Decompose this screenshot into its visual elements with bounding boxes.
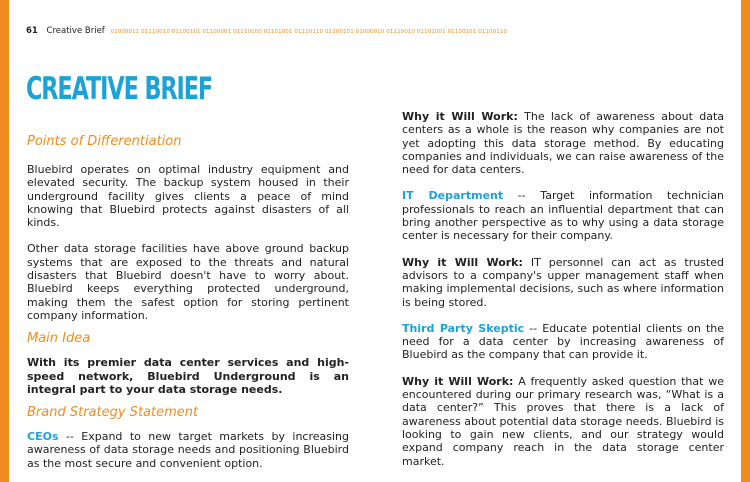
third-party-label: Third Party Skeptic (402, 321, 525, 335)
binary-string: 01000011 01110010 01100101 01100001 01110100 01101001 01110110 01100101 01000010 01110010 01101001 01100101 01100110 (110, 29, 508, 35)
ceos-text: -- Expand to new target markets by increasing awareness of data storage needs and positioning Bluebird as the most secure and convenient option. (27, 430, 349, 470)
page-number: 61 (26, 26, 38, 36)
section-label: Creative Brief (46, 26, 105, 36)
it-text: -- Target information technician professionals to reach an influential department that can bring another perspective as to why using a data storage center is necessary for their company. (402, 189, 725, 243)
right-column (402, 110, 724, 468)
why-text-1: The lack of awareness about data centers as a whole is the reason why companies are not yet adopting this data storage method. By educating companies and individuals, we can raise awareness of the need for data centers. (402, 110, 724, 177)
main-idea-heading: Main Idea (27, 331, 91, 347)
why-label-1: Why it Will Work: (402, 110, 518, 123)
points-paragraph-2: Other data storage facilities have above ground backup systems that are exposed to the threats and natural disasters that Bluebird doesn't have to worry about. Bluebird keeps everything protected underground, making them the safest option for storing pertinent company information. (27, 242, 349, 322)
third-party-paragraph (402, 322, 724, 362)
strategy-heading: Brand Strategy Statement (27, 405, 199, 421)
why-text-2: IT personnel can act as trusted advisors to a company's upper management staff when making implemental decisions, such as where information is being stored. (402, 255, 724, 309)
points-paragraph-1: Bluebird operates on optimal industry equipment and elevated security. The backup system housed in their underground facility gives clients a peace of mind knowing that Bluebird protects against disasters of all kinds. (27, 163, 349, 230)
why-label-2: Why it Will Work: (402, 255, 523, 269)
why-paragraph-2 (402, 256, 724, 309)
why-label-3: Why it Will Work: (402, 374, 514, 388)
page (9, 0, 741, 482)
it-label: IT Department (402, 189, 504, 203)
why-paragraph-3 (402, 375, 724, 468)
ceos-paragraph (27, 430, 349, 470)
running-header (26, 26, 507, 36)
main-idea-text: With its premier data center services and high-speed network, Bluebird Underground is an integral part to your data storage needs. (27, 356, 349, 396)
points-heading: Points of Differentiation (27, 134, 182, 149)
why-paragraph-1 (402, 110, 724, 176)
ceos-label: CEOs (27, 430, 59, 444)
third-party-text: -- Educate potential clients on the need for a data center by increasing awareness of Bluebird as the company that can provide it. (402, 321, 724, 362)
page-title: CREATIVE BRIEF (26, 71, 213, 107)
left-column (27, 134, 349, 470)
it-paragraph (402, 189, 724, 242)
why-text-3: A frequently asked question that we encountered during our primary research was, “What is a data center?” This proves that there is a lack of awareness about potential data storage needs. Bluebird is looking to gain new clients, and our strategy would expand company reach in the data storage center market. (402, 374, 724, 468)
